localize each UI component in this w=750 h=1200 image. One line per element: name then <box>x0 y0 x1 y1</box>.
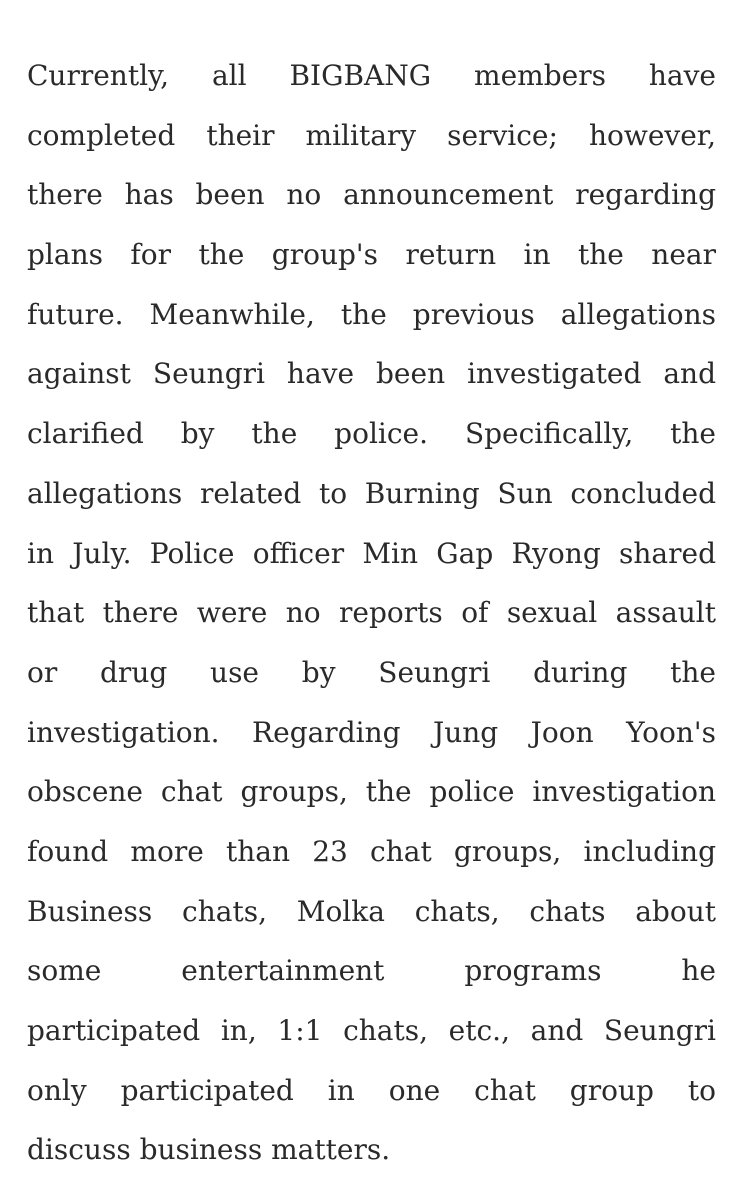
paragraph-line: allegations related to Burning Sun concluded <box>27 476 716 510</box>
paragraph-line: found more than 23 chat groups, including <box>27 834 716 868</box>
paragraph-line: investigation. Regarding Jung Joon Yoon's <box>27 715 716 749</box>
paragraph-line: only participated in one chat group to <box>27 1073 716 1107</box>
article-paragraph <box>27 46 716 1180</box>
paragraph-line: or drug use by Seungri during the <box>27 655 716 689</box>
paragraph-line: clarified by the police. Specifically, the <box>27 417 716 451</box>
paragraph-line: future. Meanwhile, the previous allegations <box>27 297 716 331</box>
paragraph-line: discuss business matters. <box>27 1133 391 1167</box>
paragraph-line: plans for the group's return in the near <box>27 238 716 272</box>
paragraph-line: there has been no announcement regarding <box>27 178 716 212</box>
paragraph-line: that there were no reports of sexual assault <box>27 596 716 630</box>
paragraph-line: Business chats, Molka chats, chats about <box>27 894 716 928</box>
paragraph-line: participated in, 1:1 chats, etc., and Seungri <box>27 1014 716 1047</box>
paragraph-line: in July. Police officer Min Gap Ryong shared <box>27 536 716 570</box>
paragraph-line: Currently, all BIGBANG members have <box>27 59 716 92</box>
paragraph-line: against Seungri have been investigated and <box>27 357 716 391</box>
paragraph-line: completed their military service; however, <box>27 118 716 152</box>
paragraph-line: obscene chat groups, the police investigation <box>27 775 716 809</box>
paragraph-line: some entertainment programs he <box>27 954 716 988</box>
